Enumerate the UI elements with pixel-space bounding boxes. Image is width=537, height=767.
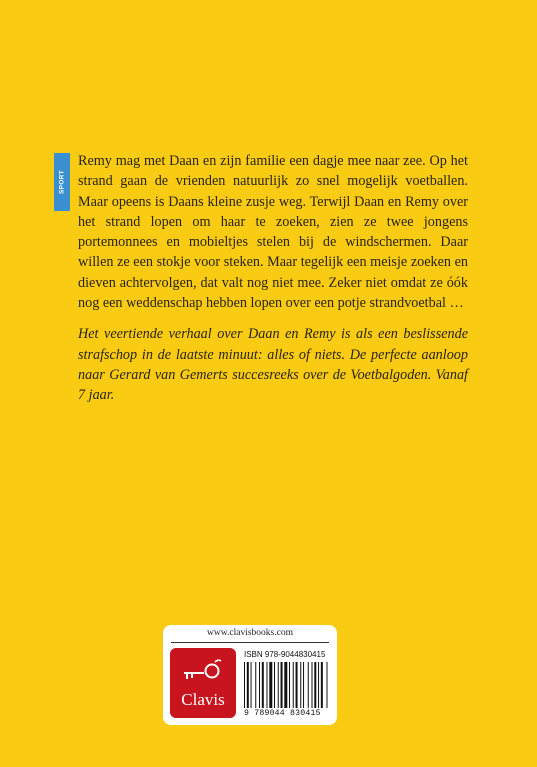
barcode-bar [314, 662, 316, 708]
barcode-bar [300, 662, 301, 708]
barcode-bar [293, 662, 294, 708]
barcode-bar [244, 662, 245, 708]
barcode-bar [312, 662, 313, 708]
barcode-bar [296, 662, 298, 708]
barcode-bar [318, 662, 319, 708]
barcode-bar [251, 662, 252, 708]
publisher-box [163, 625, 337, 725]
publisher-website[interactable]: www.clavisbooks.com [207, 628, 293, 638]
barcode-bar [308, 662, 309, 708]
barcode-bar [284, 662, 287, 708]
barcode-bar [281, 662, 283, 708]
blurb-tagline: Het veertiende verhaal over Daan en Remy is als een beslissende strafschop in de laatste minuut: alles of niets. De perfecte aanloop naar Gerard van Gemerts succesreeks over de Voetbalgoden. Vanaf 7 jaar. [78, 326, 468, 404]
barcode-bar [327, 662, 328, 708]
isbn-label: ISBN 978-9044830415 [244, 650, 326, 659]
key-icon [182, 658, 224, 682]
barcode-bar [255, 662, 256, 708]
barcode-bar [278, 662, 279, 708]
barcode-bar [269, 662, 272, 708]
barcode-bar [259, 662, 260, 708]
barcode-digits: 9 789044 830415 [244, 709, 321, 718]
blurb-paragraph: Remy mag met Daan en zijn familie een dagje mee naar zee. Op het strand gaan de vrienden natuurlijk zo snel mogelijk voetballen. Maar opeens is Daans kleine zusje weg. Terwijl Daan en Remy over het strand lopen om haar te zoeken, zien ze twee jongens portemonnees en mobieltjes stelen bij de windschermen. Daar willen ze een stokje voor steken. Maar tegelijk een meisje zoeken en dieven achtervolgen, dat valt nog niet mee. Zeker niet omdat ze óók nog een weddenschap hebben lopen over een potje strandvoetbal … [78, 153, 468, 312]
barcode-bar [289, 662, 290, 708]
barcode-bar [247, 662, 249, 708]
barcode-bar [303, 662, 304, 708]
publisher-name: Clavis [181, 690, 225, 709]
barcode [244, 662, 331, 708]
barcode-bar [262, 662, 264, 708]
barcode-bar [267, 662, 268, 708]
divider [171, 642, 329, 643]
barcode-bar [274, 662, 275, 708]
blurb-text [78, 151, 468, 406]
publisher-logo [170, 648, 236, 718]
genre-tab [54, 153, 70, 211]
barcode-bar [321, 662, 323, 708]
genre-label: SPORT [58, 170, 66, 194]
